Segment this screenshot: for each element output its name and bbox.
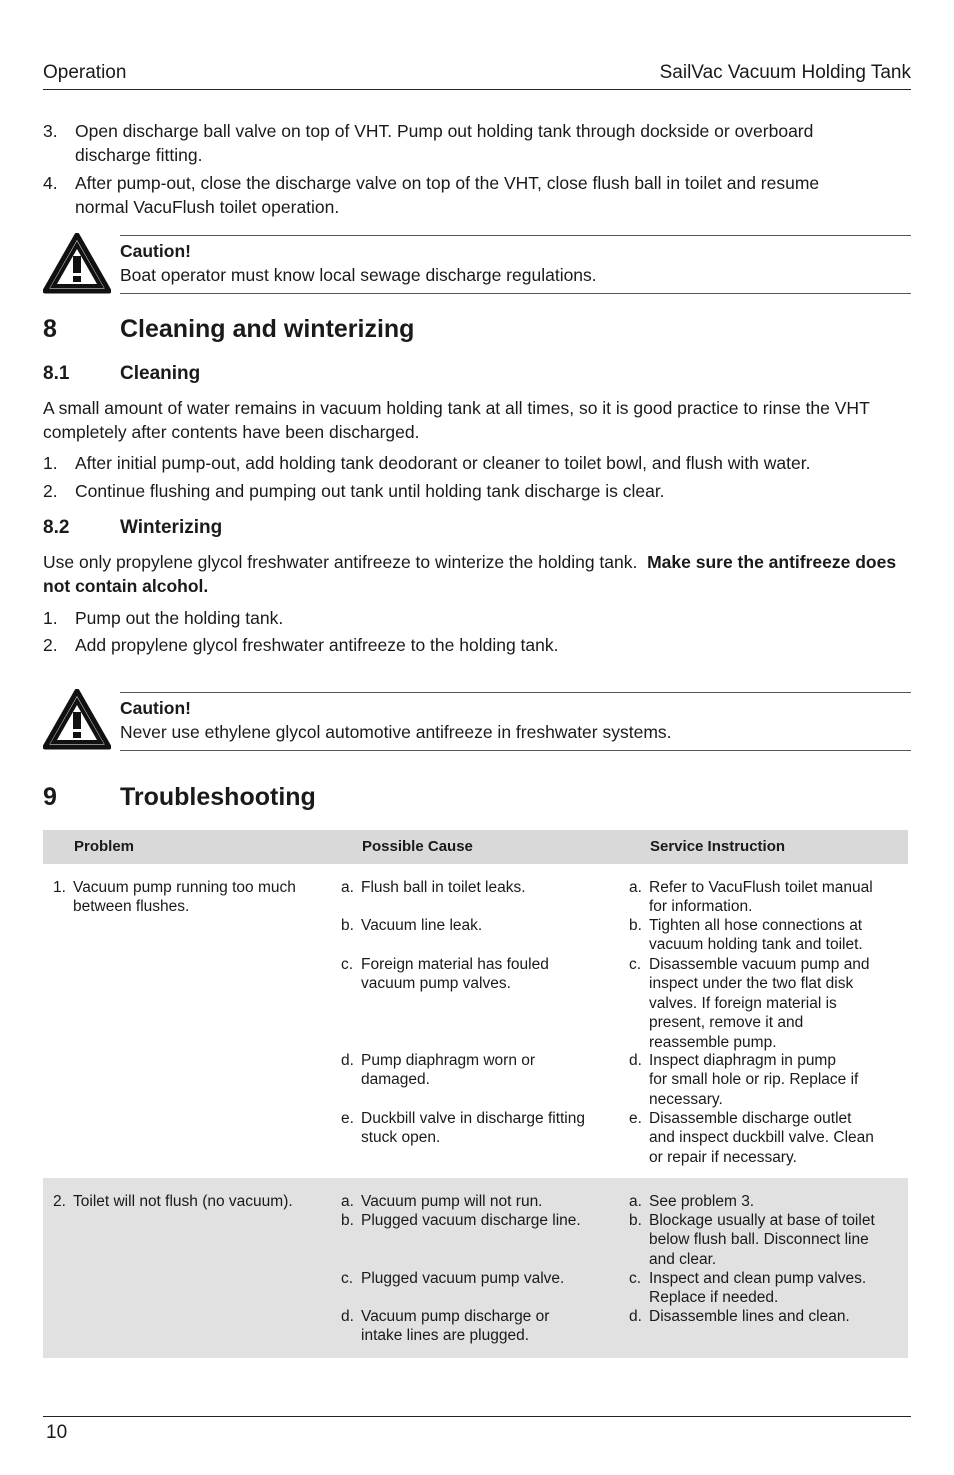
instruction-cell: a. Refer to VacuFlush toilet manual for information. (629, 879, 873, 916)
list-item: 2. Add propylene glycol freshwater antifreeze to the holding tank. (43, 635, 559, 655)
column-header-problem: Problem (74, 838, 135, 855)
instruction-cell: d. Inspect diaphragm in pump for small hole or rip. Replace if necessary. (629, 1052, 859, 1108)
caution-divider-bottom (120, 293, 911, 294)
subsection-number: 8.2 (43, 517, 70, 538)
caution-title: Caution! (120, 698, 191, 718)
footer-divider (43, 1416, 911, 1417)
cause-cell: a. Vacuum pump will not run. (341, 1193, 543, 1210)
cause-cell: b. Vacuum line leak. (341, 917, 483, 934)
column-header-cause: Possible Cause (362, 838, 473, 855)
cause-cell: d. Vacuum pump discharge or intake lines are plugged. (341, 1308, 550, 1345)
cause-cell: a. Flush ball in toilet leaks. (341, 879, 526, 896)
winterizing-warning-text: Make sure the antifreeze does not contain alcohol. (43, 552, 897, 596)
subsection-title: Cleaning (120, 363, 201, 384)
instruction-cell: c. Inspect and clean pump valves. Replace if needed. (629, 1270, 867, 1307)
problem-cell: 1. Vacuum pump running too much between flushes. (53, 879, 296, 916)
cause-cell: c. Foreign material has fouled vacuum pump valves. (341, 956, 549, 993)
cause-cell: d. Pump diaphragm worn or damaged. (341, 1052, 536, 1089)
instruction-cell: c. Disassemble vacuum pump and inspect under the two flat disk valves. If foreign material is present, remove it and reassemble pump. (629, 956, 870, 1051)
winterizing-intro: Use only propylene glycol freshwater antifreeze to winterize the holding tank. Make sure the antifreeze does not contain alcohol. (43, 552, 897, 596)
list-item: 4. After pump-out, close the discharge valve on top of the VHT, close flush ball in toilet and resume normal VacuFlush toilet operation. (43, 173, 820, 217)
caution-divider-bottom (120, 750, 911, 751)
problem-cell: 2. Toilet will not flush (no vacuum). (53, 1193, 293, 1210)
header-section: Operation (43, 62, 127, 83)
cause-cell: c. Plugged vacuum pump valve. (341, 1270, 565, 1287)
section-number: 8 (43, 315, 57, 343)
caution-title: Caution! (120, 241, 191, 261)
subsection-title: Winterizing (120, 517, 223, 538)
caution-text: Boat operator must know local sewage discharge regulations. (120, 265, 597, 285)
caution-text: Never use ethylene glycol automotive antifreeze in freshwater systems. (120, 722, 672, 742)
page-number: 10 (46, 1422, 68, 1443)
column-header-instruction: Service Instruction (650, 838, 786, 855)
header-divider (43, 89, 911, 90)
cause-cell: e. Duckbill valve in discharge fitting stuck open. (341, 1110, 585, 1147)
cause-cell: b. Plugged vacuum discharge line. (341, 1212, 581, 1229)
caution-divider-top (120, 692, 911, 693)
section-title: Cleaning and winterizing (120, 315, 415, 343)
instruction-cell: b. Tighten all hose connections at vacuum holding tank and toilet. (629, 917, 863, 954)
list-item: 2. Continue flushing and pumping out tank until holding tank discharge is clear. (43, 481, 665, 501)
warning-triangle-icon (43, 233, 111, 295)
list-item: 3. Open discharge ball valve on top of VHT. Pump out holding tank through dockside or overboard discharge fitting. (43, 121, 814, 165)
cleaning-intro: A small amount of water remains in vacuum holding tank at all times, so it is good practice to rinse the VHT completely after contents have been discharged. (43, 398, 870, 442)
caution-divider-top (120, 235, 911, 236)
subsection-number: 8.1 (43, 363, 70, 384)
instruction-cell: e. Disassemble discharge outlet and inspect duckbill valve. Clean or repair if necessary. (629, 1110, 874, 1166)
instruction-cell: a. See problem 3. (629, 1193, 755, 1210)
instruction-cell: d. Disassemble lines and clean. (629, 1308, 850, 1325)
section-number: 9 (43, 783, 57, 811)
warning-triangle-icon (43, 689, 111, 751)
header-title: SailVac Vacuum Holding Tank (659, 62, 911, 83)
list-item: 1. After initial pump-out, add holding tank deodorant or cleaner to toilet bowl, and flush with water. (43, 453, 811, 473)
section-title: Troubleshooting (120, 783, 316, 811)
instruction-cell: b. Blockage usually at base of toilet below flush ball. Disconnect line and clear. (629, 1212, 875, 1268)
list-item: 1. Pump out the holding tank. (43, 608, 284, 628)
